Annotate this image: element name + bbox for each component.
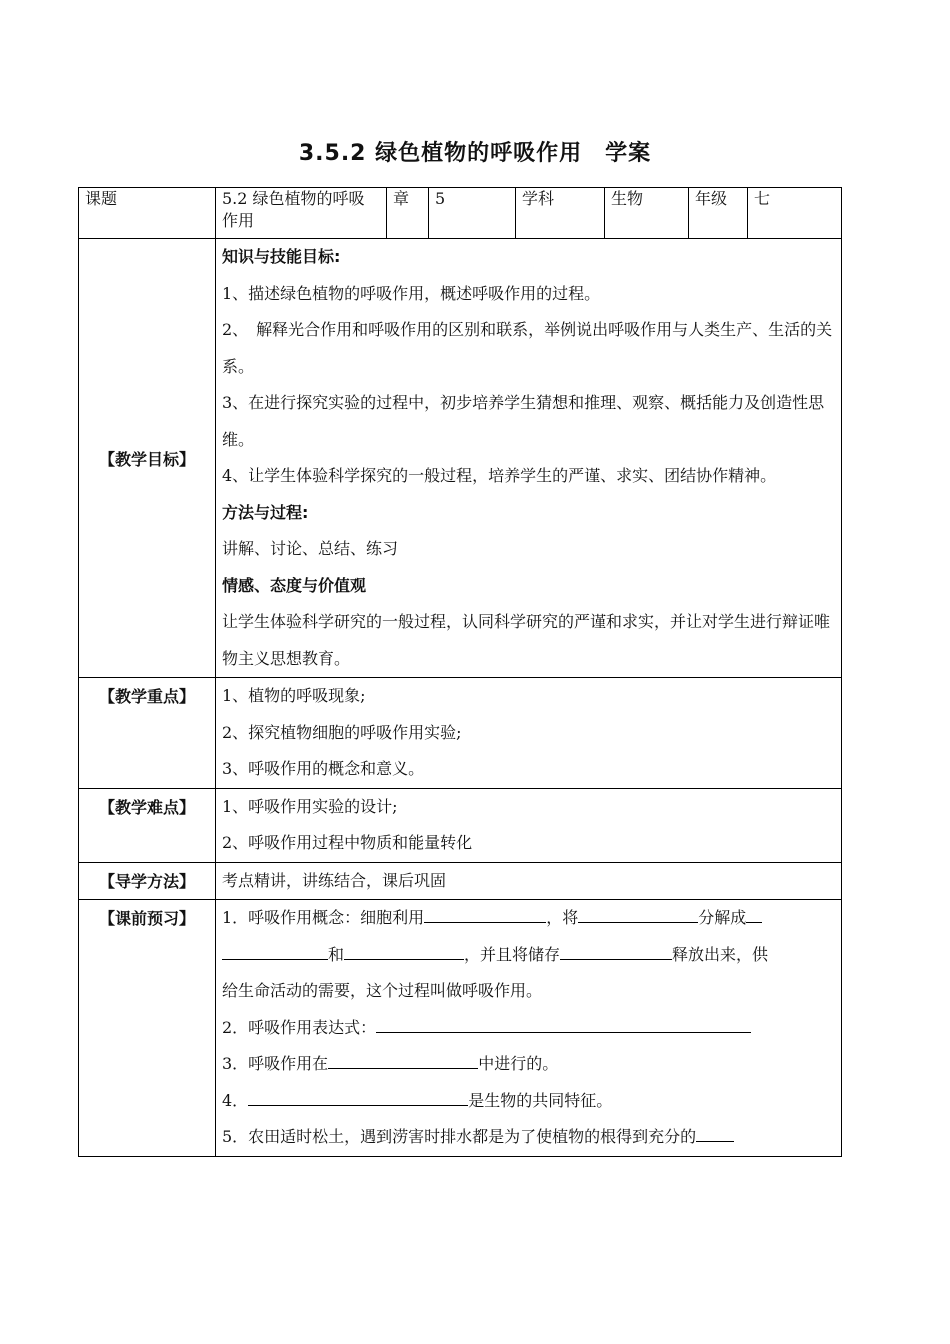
page-title: 3.5.2 绿色植物的呼吸作用 学案 [298, 141, 652, 166]
q1-text: 和 [328, 944, 345, 964]
q1-text: ，并且将储存 [464, 944, 561, 964]
method-content [216, 862, 842, 900]
goals-row [79, 239, 842, 678]
q4-text: 是生物的共同特征。 [468, 1090, 613, 1110]
answer-blank[interactable] [578, 906, 698, 923]
preview-row [79, 900, 842, 1157]
chapter-label: 章 [387, 188, 429, 239]
difficulties-label: 【教学难点】 [79, 788, 216, 862]
method-row [79, 862, 842, 900]
knowledge-item-2: 2、 解释光合作用和呼吸作用的区别和联系，举例说出呼吸作用与人类生产、生活的关系。 [222, 320, 833, 376]
preview-question-3 [222, 1046, 835, 1083]
preview-label: 【课前预习】 [79, 900, 216, 1157]
q1-text: 释放出来，供 [672, 944, 769, 964]
goals-content [216, 239, 842, 678]
answer-blank[interactable] [344, 943, 464, 960]
answer-blank[interactable] [222, 943, 328, 960]
preview-question-1-cont [222, 937, 835, 974]
key-points-content [216, 678, 842, 789]
grade-label: 年级 [689, 188, 748, 239]
subject-value: 生物 [605, 188, 689, 239]
answer-blank[interactable] [424, 906, 546, 923]
method-text: 讲解、讨论、总结、练习 [222, 539, 399, 558]
q2-text: 2．呼吸作用表达式： [222, 1017, 377, 1037]
difficulty-item: 1、呼吸作用实验的设计; [222, 796, 398, 816]
header-row [79, 188, 842, 239]
answer-blank[interactable] [696, 1125, 734, 1142]
knowledge-item-1: 1、描述绿色植物的呼吸作用，概述呼吸作用的过程。 [222, 283, 601, 303]
knowledge-heading: 知识与技能目标: [222, 247, 341, 266]
topic-label: 课题 [79, 188, 216, 239]
emotion-heading: 情感、态度与价值观 [222, 575, 367, 595]
difficulty-item: 2、呼吸作用过程中物质和能量转化 [222, 833, 473, 852]
method-row-text: 考点精讲，讲练结合，课后巩固 [222, 870, 447, 890]
key-points-label: 【教学重点】 [79, 678, 216, 789]
knowledge-item-3: 3、在进行探究实验的过程中，初步培养学生猜想和推理、观察、概括能力及创造性思维。 [222, 393, 825, 449]
q3-text: 3．呼吸作用在 [222, 1054, 329, 1073]
answer-blank[interactable] [746, 906, 762, 923]
preview-question-1-end: 给生命活动的需要，这个过程叫做呼吸作用。 [222, 981, 543, 1000]
knowledge-item-4: 4、让学生体验科学探究的一般过程，培养学生的严谨、求实、团结协作精神。 [222, 466, 777, 485]
key-point-item: 1、植物的呼吸现象; [222, 686, 366, 705]
preview-question-5 [222, 1119, 835, 1156]
answer-blank[interactable] [328, 1052, 478, 1069]
key-point-item: 3、呼吸作用的概念和意义。 [222, 759, 425, 778]
lesson-plan-table [78, 187, 842, 1157]
chapter-value: 5 [429, 188, 516, 239]
answer-blank[interactable] [248, 1089, 468, 1106]
q4-text: 4． [222, 1090, 249, 1110]
difficulties-content [216, 788, 842, 862]
q1-text: 1．呼吸作用概念：细胞利用 [222, 908, 425, 927]
answer-blank[interactable] [560, 943, 672, 960]
q5-text: 5．农田适时松土，遇到涝害时排水都是为了使植物的根得到充分的 [222, 1127, 697, 1146]
subject-label: 学科 [516, 188, 605, 239]
goals-label: 【教学目标】 [79, 239, 216, 678]
method-label: 【导学方法】 [79, 862, 216, 900]
key-points-row [79, 678, 842, 789]
answer-blank[interactable] [376, 1016, 751, 1033]
emotion-text: 让学生体验科学研究的一般过程，认同科学研究的严谨和求实，并让对学生进行辩证唯物主义思想教育。 [222, 612, 831, 668]
topic-value: 5.2 绿色植物的呼吸作用 [216, 188, 387, 239]
q1-text: 分解成 [698, 908, 747, 927]
difficulties-row [79, 788, 842, 862]
q1-text: ，将 [546, 908, 579, 927]
grade-value: 七 [748, 188, 842, 239]
preview-question-1 [222, 900, 835, 937]
key-point-item: 2、探究植物细胞的呼吸作用实验; [222, 722, 462, 742]
preview-question-2 [222, 1010, 835, 1047]
method-heading: 方法与过程: [222, 502, 309, 522]
q3-text: 中进行的。 [478, 1054, 559, 1073]
preview-content [216, 900, 842, 1157]
preview-question-4 [222, 1083, 835, 1120]
